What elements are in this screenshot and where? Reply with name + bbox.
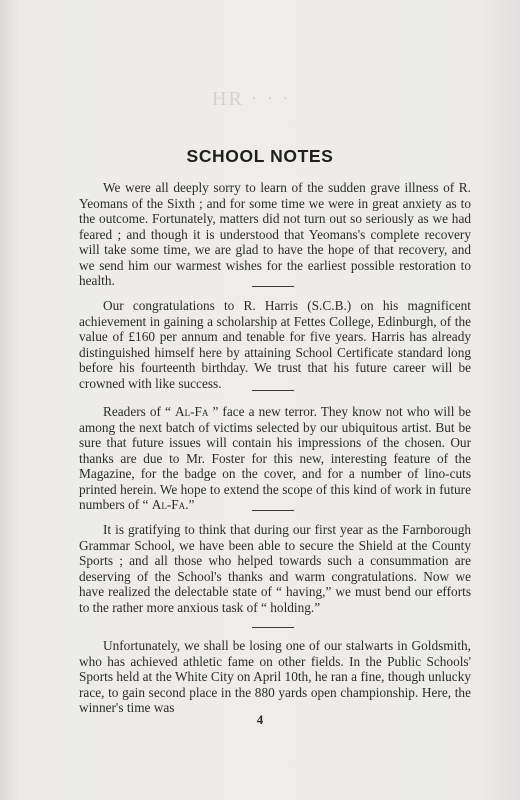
section-divider <box>252 627 294 628</box>
paragraph-scholarship: Our congratulations to R. Harris (S.C.B.) on his magnificent achievement in gaining a scholarship at Fettes College, Edinburgh, of the value of £160 per annum and tenable for five years. Harris has already distinguished himself here by attaining School Certificate standard long before his fourteenth birthday. We trust that his future career will be crowned with like success. <box>79 298 471 391</box>
magazine-name: Al-Fa <box>151 497 186 512</box>
paragraph-alfa: Readers of “ Al-Fa ” face a new terror. They know not who will be among the next batch of victims selected by our ubiquitous artist. But be sure that future issues will contain his impressions of the chosen. Our thanks are due to Mr. Foster for this new, interesting feature of the Magazine, for the badge on the cover, and for a number of lino-cuts printed herein. We hope to extend the scope of this kind of work in future numbers of “ Al-Fa.” <box>79 404 472 512</box>
section-divider <box>252 510 294 511</box>
section-divider <box>252 286 294 287</box>
paragraph-illness: We were all deeply sorry to learn of the sudden grave illness of R. Yeomans of the Sixth ; and for some time we were in great anxiety as to the outcome. Fortunately, matters did not turn out so seriously as we had feared ; and though it is understood that Yeomans's complete recovery will take some time, we are glad to have the hope of that recovery, and we send him our warmest wishes for the earliest possible restoration to health. <box>79 180 471 288</box>
page-number: 4 <box>256 712 264 727</box>
bleed-through-mark: HR · · · <box>212 88 291 110</box>
paragraph-county-sports: It is gratifying to think that during our first year as the Farnborough Grammar School, we have been able to secure the Shield at the County Sports ; and all those who helped towards such a consummation are deserving of the School's thanks and warm congratulations. Now we have realized the delectable state of “ having,” we must bend our efforts to the rather more anxious task of “ holding.” <box>79 522 471 615</box>
magazine-name: Al-Fa <box>174 404 209 419</box>
paragraph-goldsmith: Unfortunately, we shall be losing one of our stalwarts in Goldsmith, who has achieved athletic fame on other fields. In the Public Schools' Sports held at the White City on April 10th, he ran a fine, though unlucky race, to gain second place in the 880 yards open championship. Here, the winner's time was <box>79 638 471 715</box>
section-divider <box>252 390 294 391</box>
page-title: SCHOOL NOTES <box>186 146 334 166</box>
